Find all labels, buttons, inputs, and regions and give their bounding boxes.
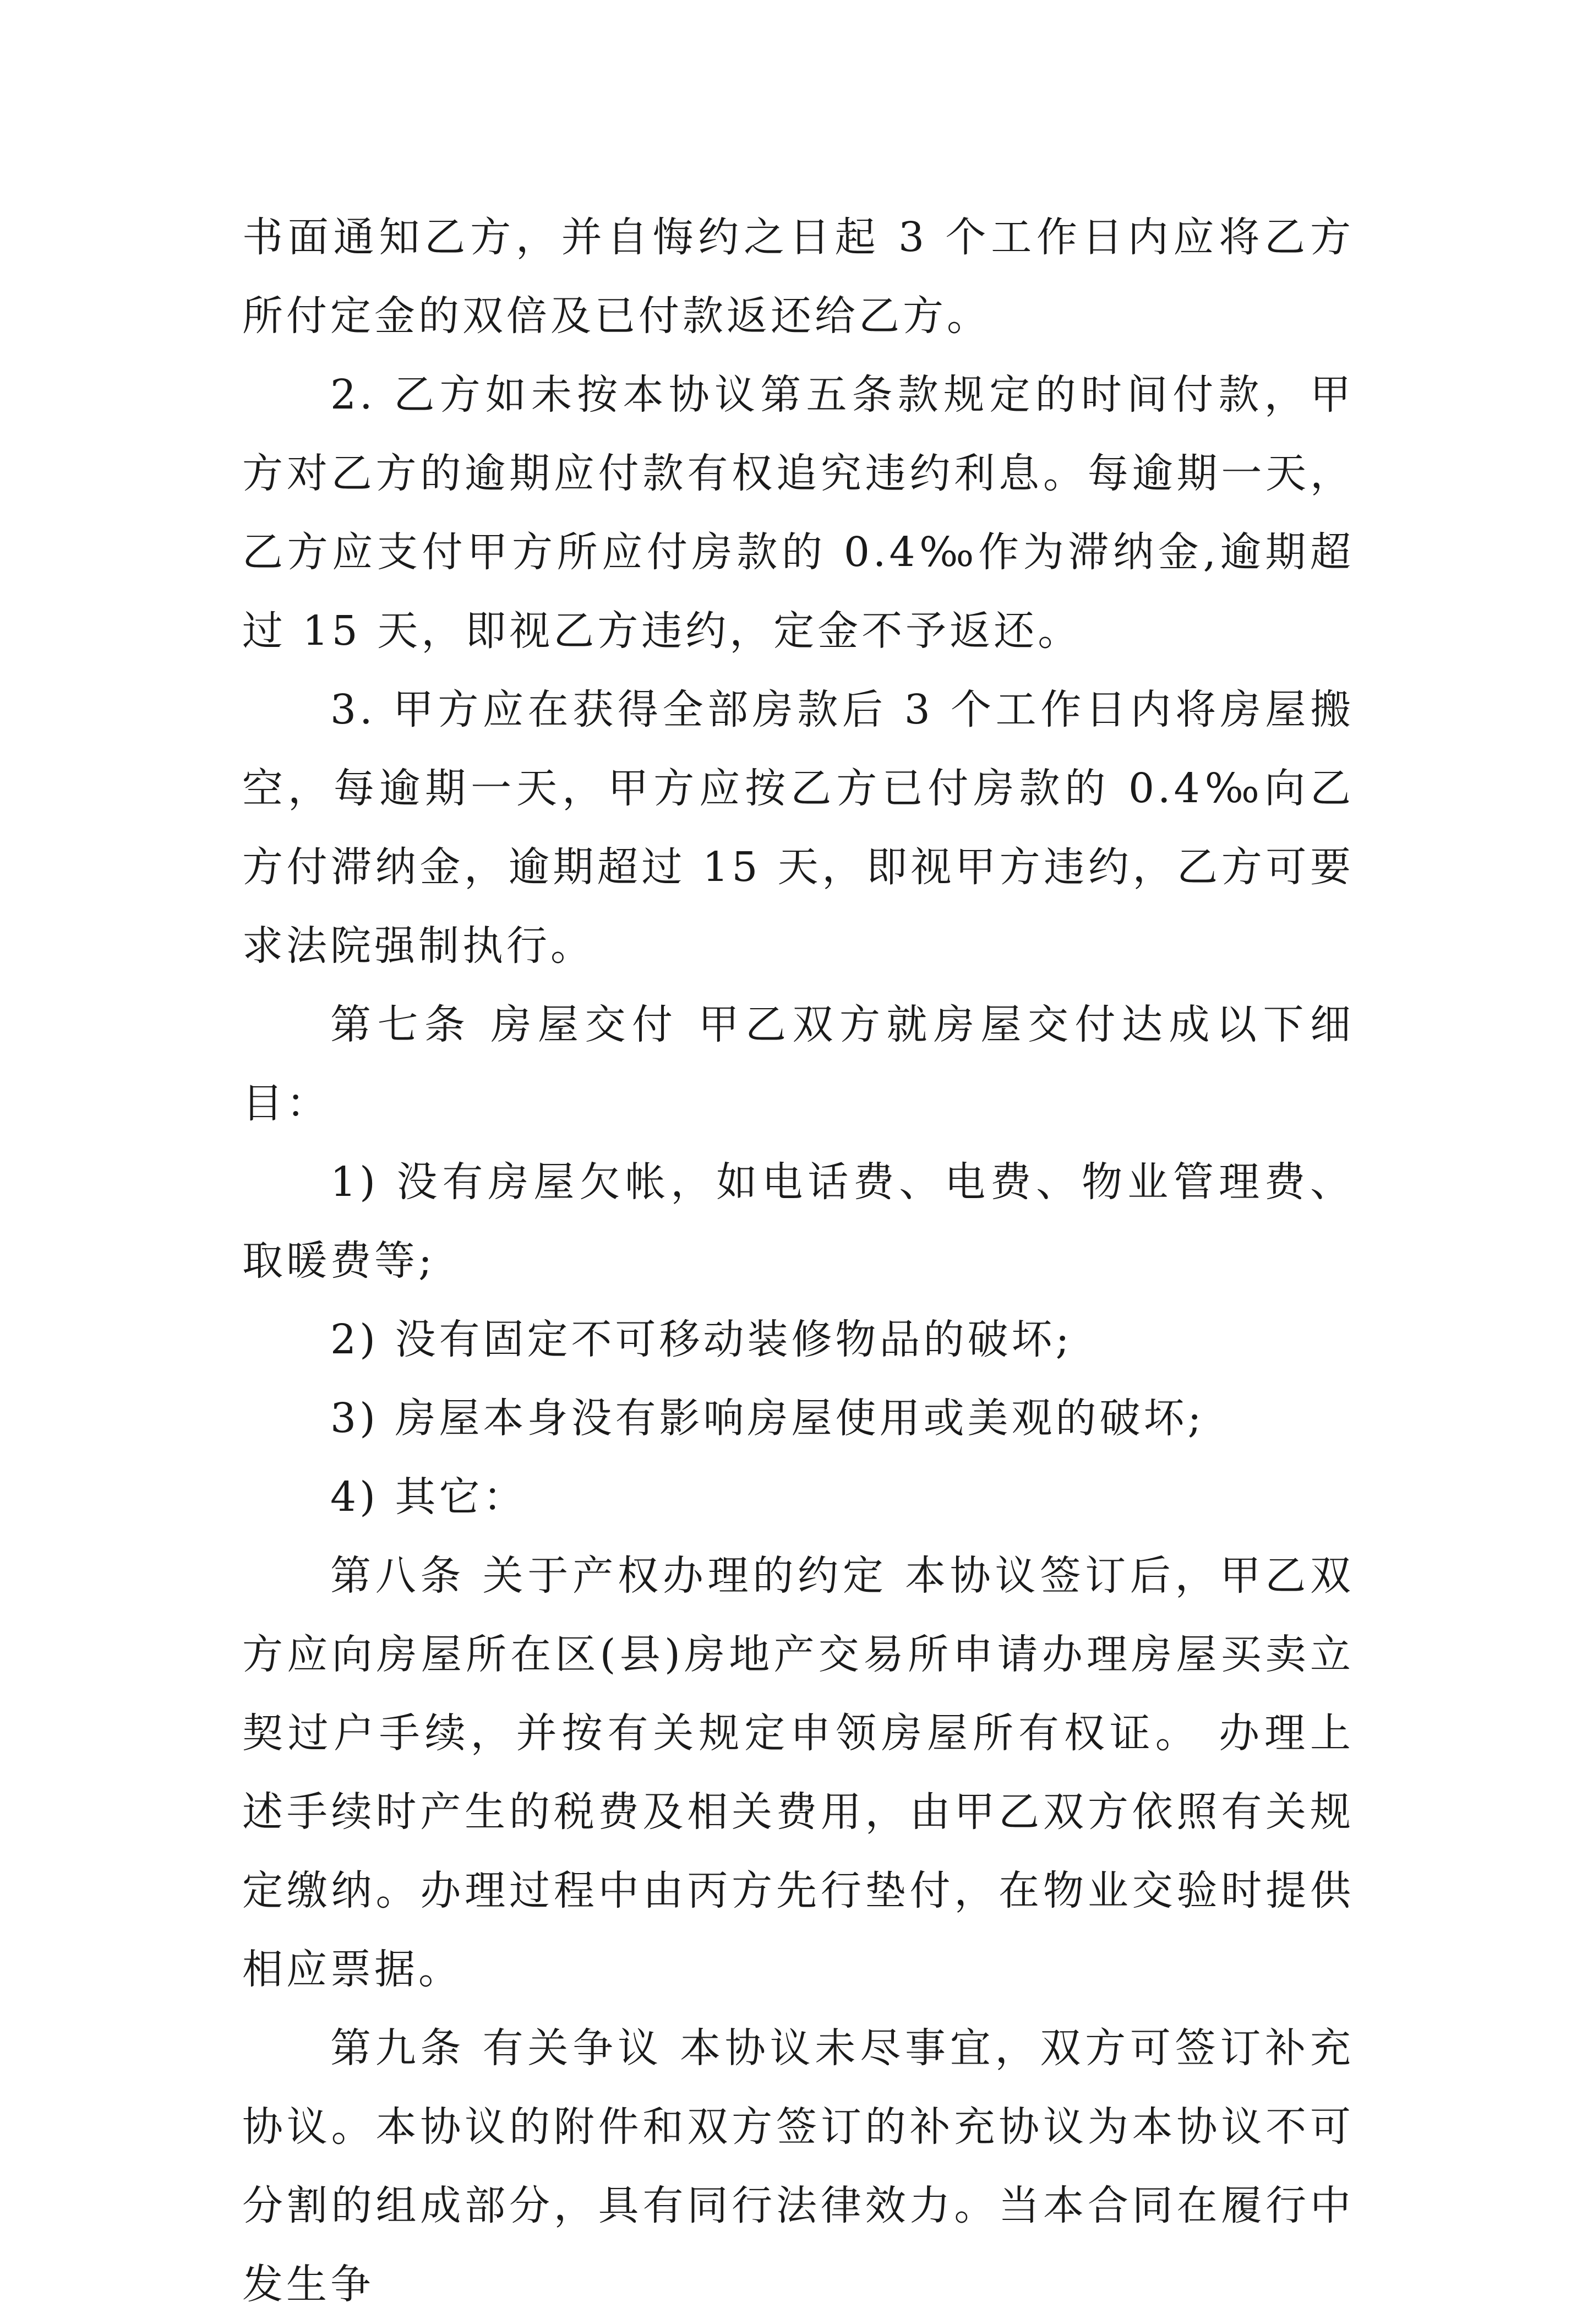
paragraph-seller-vacate: 3. 甲方应在获得全部房款后 3 个工作日内将房屋搬空，每逾期一天，甲方应按乙方已付房款的 0.4‰向乙方付滞纳金，逾期超过 15 天，即视甲方违约，乙方可要求法院强制执行。 xyxy=(242,686,1354,970)
list-item-2: 2) 没有固定不可移动装修物品的破坏; xyxy=(330,1316,1073,1363)
list-item-4: 4) 其它： xyxy=(330,1473,527,1521)
article-7-heading: 第七条 房屋交付 甲乙双方就房屋交付达成以下细目： xyxy=(242,1001,1354,1127)
article-8-paragraph: 第八条 关于产权办理的约定 本协议签订后，甲乙双方应向房屋所在区(县)房地产交易所申请办理房屋买卖立契过户手续，并按有关规定申领房屋所有权证。 办理上述手续时产生的税费及相关费用，由甲乙双方依照有关规定缴纳。办理过程中由丙方先行垫付，在物业交验时提供相应票据。 xyxy=(242,1552,1354,1993)
document-body xyxy=(242,198,1354,2324)
paragraph-refund-clause: 书面通知乙方，并自悔约之日起 3 个工作日内应将乙方所付定金的双倍及已付款返还给乙方。 xyxy=(242,214,1354,340)
list-item-3: 3) 房屋本身没有影响房屋使用或美观的破坏; xyxy=(330,1395,1205,1442)
paragraph-buyer-late-payment: 2. 乙方如未按本协议第五条款规定的时间付款，甲方对乙方的逾期应付款有权追究违约利息。每逾期一天，乙方应支付甲方所应付房款的 0.4‰作为滞纳金,逾期超过 15 天，即视乙方违约，定金不予返还。 xyxy=(242,371,1354,655)
list-item-1: 1) 没有房屋欠帐，如电话费、电费、物业管理费、取暖费等; xyxy=(242,1158,1354,1285)
article-9-paragraph: 第九条 有关争议 本协议未尽事宜，双方可签订补充协议。本协议的附件和双方签订的补充协议为本协议不可分割的组成部分，具有同行法律效力。当本合同在履行中发生争 xyxy=(242,2024,1354,2308)
